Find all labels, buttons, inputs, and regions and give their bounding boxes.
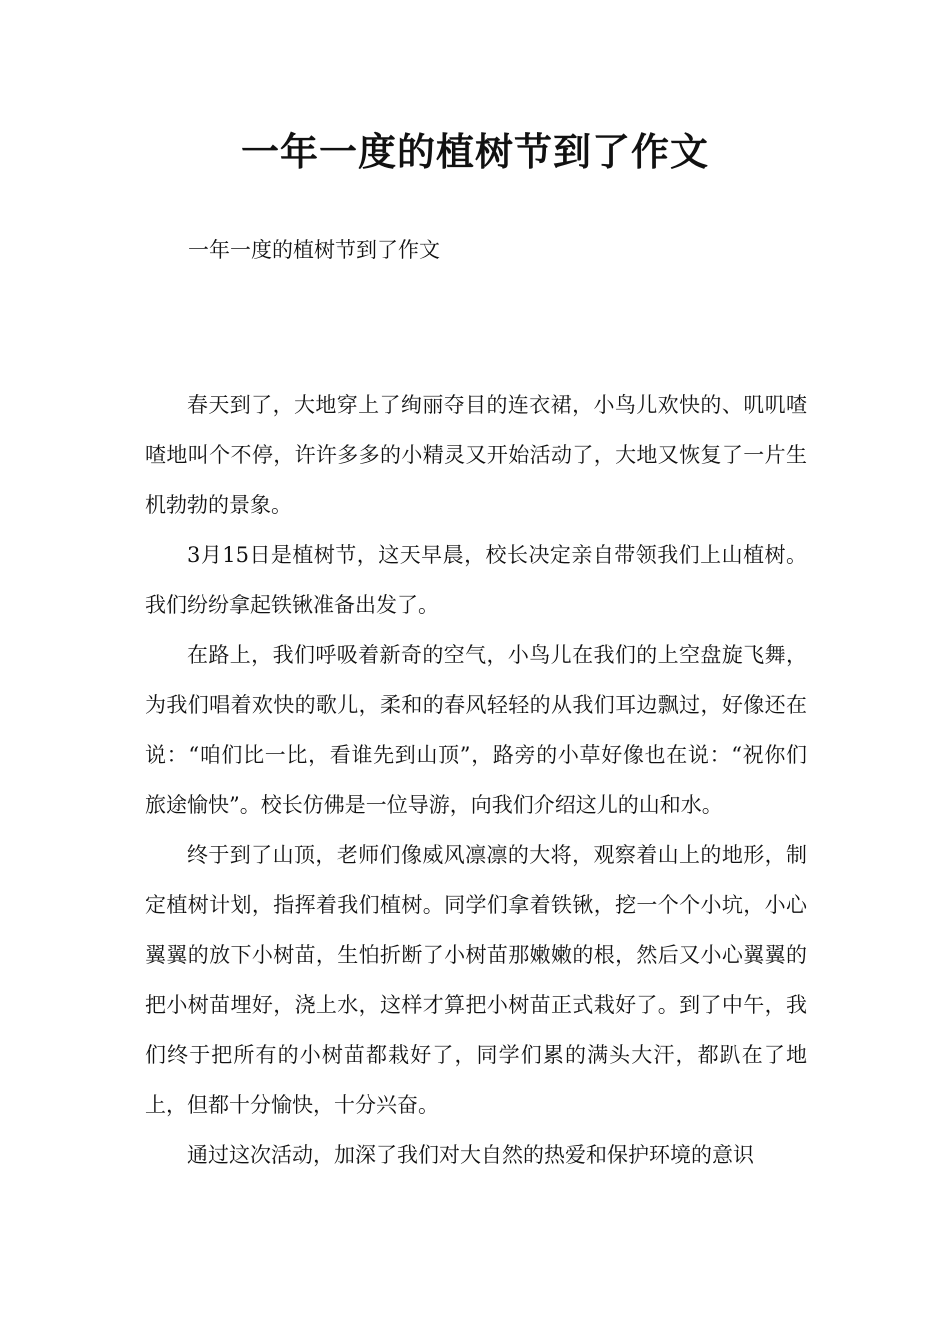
body-paragraph-4: 终于到了山顶，老师们像威风凛凛的大将，观察着山上的地形，制定植树计划，指挥着我们植树。同学们拿着铁锹，挖一个个小坑，小心翼翼的放下小树苗，生怕折断了小树苗那嫩嫩的根，然后又小心翼翼的把小树苗埋好，浇上水，这样才算把小树苗正式栽好了。到了中午，我们终于把所有的小树苗都栽好了，同学们累的满头大汗，都趴在了地上，但都十分愉快，十分兴奋。 (145, 843, 807, 1117)
body-paragraph-3: 在路上，我们呼吸着新奇的空气，小鸟儿在我们的上空盘旋飞舞，为我们唱着欢快的歌儿，柔和的春风轻轻的从我们耳边飘过，好像还在说：“咱们比一比，看谁先到山顶”，路旁的小草好像也在说：“祝你们旅途愉快”。校长仿佛是一位导游，向我们介绍这儿的山和水。 (145, 643, 807, 817)
document-subtitle: 一年一度的植树节到了作文 (188, 238, 440, 262)
body-paragraph-1: 春天到了，大地穿上了绚丽夺目的连衣裙，小鸟儿欢快的、叽叽喳喳地叫个不停，许许多多的小精灵又开始活动了，大地又恢复了一片生机勃勃的景象。 (145, 393, 807, 517)
document-title: 一年一度的植树节到了作文 (240, 130, 709, 174)
body-paragraph-5: 通过这次活动，加深了我们对大自然的热爱和保护环境的意识 (187, 1143, 754, 1167)
document-body (145, 380, 807, 1180)
body-paragraph-2: 3月15日是植树节，这天早晨，校长决定亲自带领我们上山植树。我们纷纷拿起铁锹准备出发了。 (145, 543, 807, 617)
